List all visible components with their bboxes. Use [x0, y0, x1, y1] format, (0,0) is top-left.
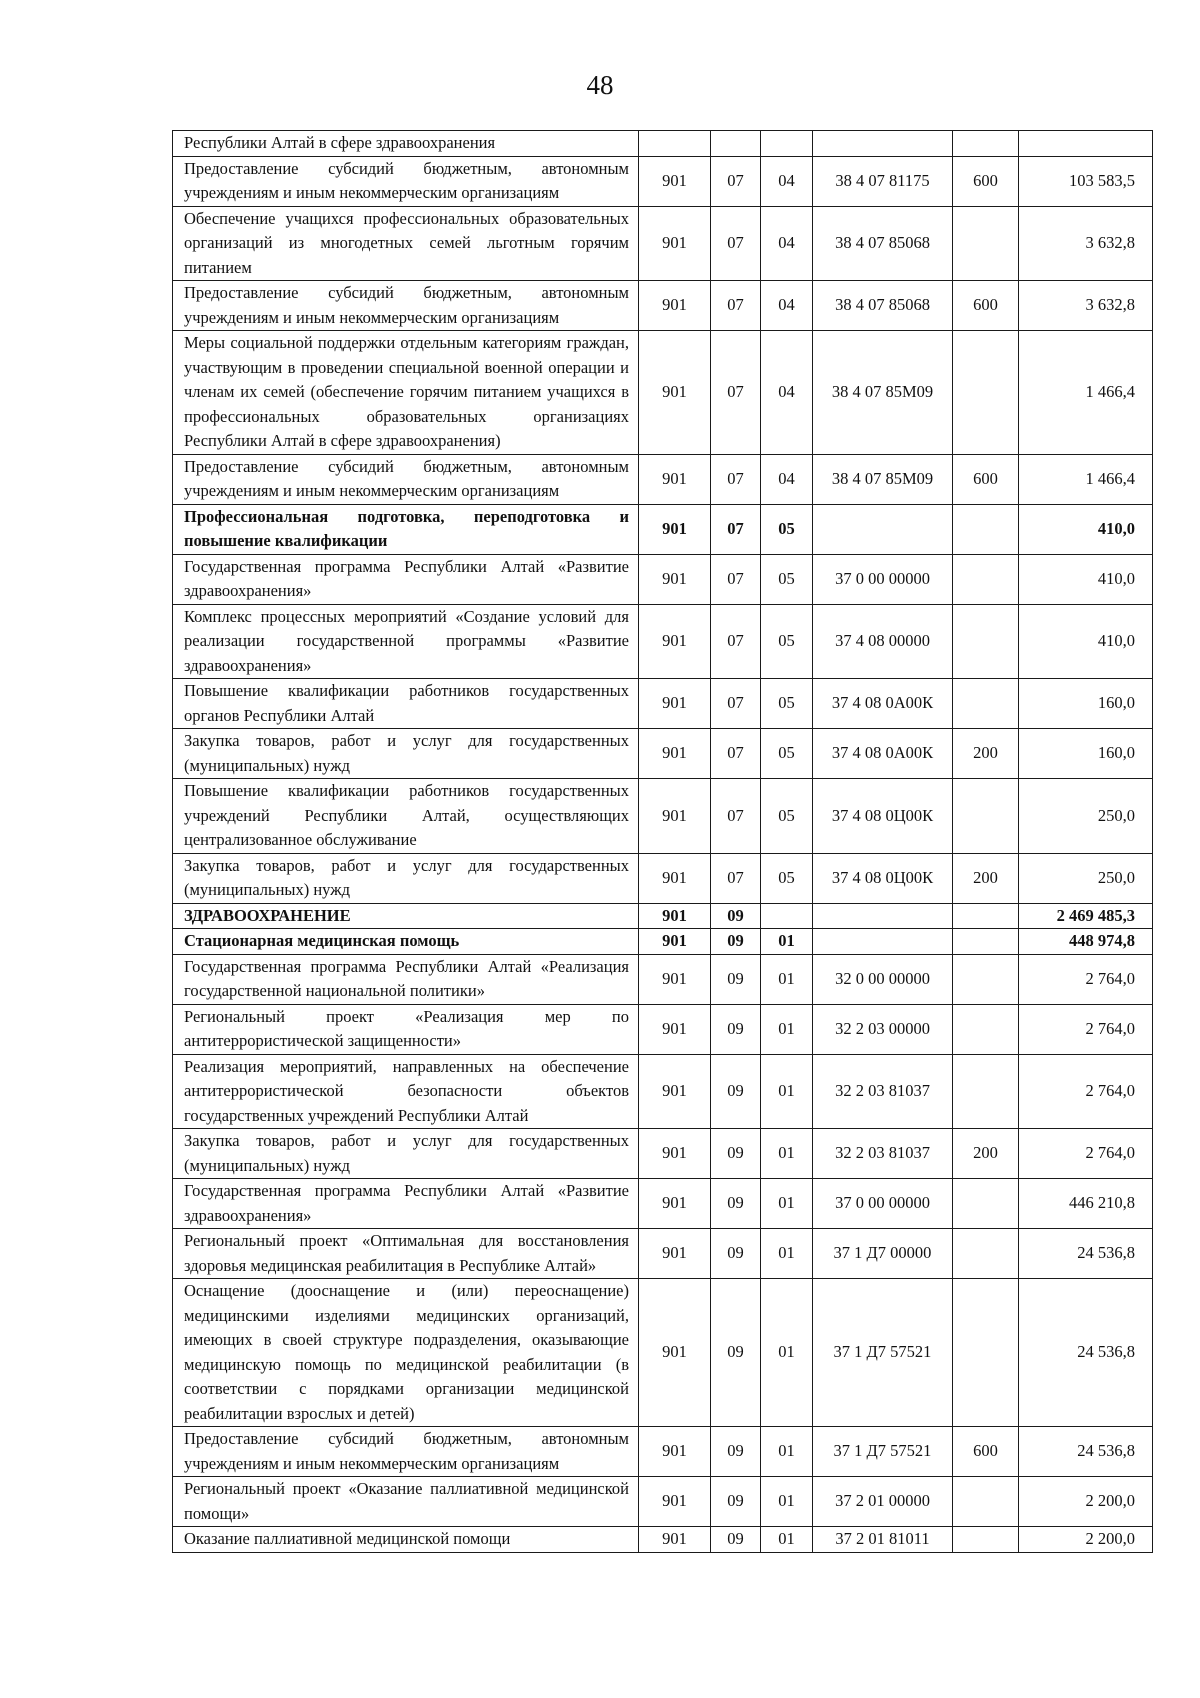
amount-cell: 2 200,0 — [1019, 1527, 1153, 1553]
target-article-cell: 37 4 08 0А00К — [813, 679, 953, 729]
ministry-code-cell: 901 — [639, 504, 711, 554]
table-row — [173, 1129, 1153, 1179]
row-name-cell: Предоставление субсидий бюджетным, автономным учреждениям и иным некоммерческим организациям — [173, 156, 639, 206]
table-row — [173, 903, 1153, 929]
expense-type-cell — [953, 1179, 1019, 1229]
amount-cell: 2 764,0 — [1019, 1054, 1153, 1129]
ministry-code-cell: 901 — [639, 853, 711, 903]
ministry-code-cell: 901 — [639, 554, 711, 604]
row-name-cell: Государственная программа Республики Алтай «Реализация государственной национальной политики» — [173, 954, 639, 1004]
section-code-cell: 09 — [711, 1179, 761, 1229]
amount-cell: 2 764,0 — [1019, 1004, 1153, 1054]
subsection-code-cell: 04 — [761, 156, 813, 206]
section-code-cell: 09 — [711, 1427, 761, 1477]
amount-cell: 446 210,8 — [1019, 1179, 1153, 1229]
expense-type-cell — [953, 131, 1019, 157]
expense-type-cell — [953, 929, 1019, 955]
row-name-cell: Комплекс процессных мероприятий «Создание условий для реализации государственной программы «Развитие здравоохранения» — [173, 604, 639, 679]
target-article-cell: 37 1 Д7 57521 — [813, 1279, 953, 1427]
expense-type-cell — [953, 1054, 1019, 1129]
target-article-cell: 37 1 Д7 00000 — [813, 1229, 953, 1279]
subsection-code-cell: 04 — [761, 454, 813, 504]
amount-cell: 250,0 — [1019, 853, 1153, 903]
row-name-cell: Государственная программа Республики Алтай «Развитие здравоохранения» — [173, 554, 639, 604]
amount-cell: 250,0 — [1019, 779, 1153, 854]
expense-type-cell: 600 — [953, 1427, 1019, 1477]
ministry-code-cell: 901 — [639, 1427, 711, 1477]
section-code-cell: 09 — [711, 1279, 761, 1427]
ministry-code-cell: 901 — [639, 679, 711, 729]
table-row — [173, 779, 1153, 854]
table-row — [173, 1527, 1153, 1553]
row-name-cell: Предоставление субсидий бюджетным, автономным учреждениям и иным некоммерческим организациям — [173, 281, 639, 331]
subsection-code-cell: 05 — [761, 504, 813, 554]
table-row — [173, 1427, 1153, 1477]
ministry-code-cell: 901 — [639, 604, 711, 679]
section-code-cell: 09 — [711, 1004, 761, 1054]
target-article-cell — [813, 131, 953, 157]
target-article-cell: 37 0 00 00000 — [813, 1179, 953, 1229]
row-name-cell: Закупка товаров, работ и услуг для государственных (муниципальных) нужд — [173, 853, 639, 903]
amount-cell: 24 536,8 — [1019, 1279, 1153, 1427]
table-row — [173, 729, 1153, 779]
row-name-cell: Региональный проект «Оптимальная для восстановления здоровья медицинская реабилитация в Республике Алтай» — [173, 1229, 639, 1279]
section-code-cell — [711, 131, 761, 157]
target-article-cell: 37 2 01 81011 — [813, 1527, 953, 1553]
ministry-code-cell: 901 — [639, 281, 711, 331]
section-code-cell: 07 — [711, 729, 761, 779]
row-name-cell: Оснащение (дооснащение и (или) переоснащение) медицинскими изделиями медицинских организаций, имеющих в своей структуре подразделения, оказывающие медицинскую помощь по медицинской реабилитации (в соответствии с порядками организации медицинской реабилитации взрослых и детей) — [173, 1279, 639, 1427]
row-name-cell: Закупка товаров, работ и услуг для государственных (муниципальных) нужд — [173, 729, 639, 779]
ministry-code-cell: 901 — [639, 454, 711, 504]
target-article-cell: 37 0 00 00000 — [813, 554, 953, 604]
expense-type-cell — [953, 1004, 1019, 1054]
row-name-cell: Стационарная медицинская помощь — [173, 929, 639, 955]
budget-table — [172, 130, 1153, 1553]
target-article-cell: 38 4 07 85068 — [813, 206, 953, 281]
table-row — [173, 156, 1153, 206]
table-row — [173, 1477, 1153, 1527]
ministry-code-cell — [639, 131, 711, 157]
amount-cell: 2 469 485,3 — [1019, 903, 1153, 929]
table-row — [173, 206, 1153, 281]
row-name-cell: Повышение квалификации работников государственных органов Республики Алтай — [173, 679, 639, 729]
section-code-cell: 07 — [711, 504, 761, 554]
table-row — [173, 954, 1153, 1004]
target-article-cell: 38 4 07 85М09 — [813, 331, 953, 455]
page-number: 48 — [586, 70, 614, 100]
table-row — [173, 1004, 1153, 1054]
amount-cell: 1 466,4 — [1019, 331, 1153, 455]
table-row — [173, 454, 1153, 504]
subsection-code-cell: 01 — [761, 954, 813, 1004]
amount-cell: 2 200,0 — [1019, 1477, 1153, 1527]
section-code-cell: 09 — [711, 1527, 761, 1553]
subsection-code-cell: 01 — [761, 1229, 813, 1279]
subsection-code-cell: 05 — [761, 779, 813, 854]
expense-type-cell: 200 — [953, 853, 1019, 903]
ministry-code-cell: 901 — [639, 1054, 711, 1129]
expense-type-cell — [953, 1279, 1019, 1427]
row-name-cell: Региональный проект «Реализация мер по антитеррористической защищенности» — [173, 1004, 639, 1054]
ministry-code-cell: 901 — [639, 779, 711, 854]
ministry-code-cell: 901 — [639, 206, 711, 281]
row-name-cell: Государственная программа Республики Алтай «Развитие здравоохранения» — [173, 1179, 639, 1229]
expense-type-cell: 200 — [953, 1129, 1019, 1179]
expense-type-cell — [953, 1229, 1019, 1279]
amount-cell: 24 536,8 — [1019, 1229, 1153, 1279]
expense-type-cell — [953, 331, 1019, 455]
table-row — [173, 331, 1153, 455]
row-name-cell: Предоставление субсидий бюджетным, автономным учреждениям и иным некоммерческим организациям — [173, 1427, 639, 1477]
table-row — [173, 1229, 1153, 1279]
amount-cell: 1 466,4 — [1019, 454, 1153, 504]
section-code-cell: 07 — [711, 206, 761, 281]
target-article-cell: 37 1 Д7 57521 — [813, 1427, 953, 1477]
expense-type-cell — [953, 954, 1019, 1004]
table-row — [173, 554, 1153, 604]
subsection-code-cell: 01 — [761, 1477, 813, 1527]
subsection-code-cell: 05 — [761, 729, 813, 779]
table-row — [173, 1054, 1153, 1129]
subsection-code-cell: 01 — [761, 1004, 813, 1054]
subsection-code-cell: 01 — [761, 1427, 813, 1477]
ministry-code-cell: 901 — [639, 1477, 711, 1527]
amount-cell: 103 583,5 — [1019, 156, 1153, 206]
subsection-code-cell: 04 — [761, 331, 813, 455]
subsection-code-cell: 05 — [761, 554, 813, 604]
ministry-code-cell: 901 — [639, 954, 711, 1004]
section-code-cell: 07 — [711, 604, 761, 679]
target-article-cell: 37 4 08 0Ц00К — [813, 853, 953, 903]
section-code-cell: 07 — [711, 331, 761, 455]
table-row — [173, 604, 1153, 679]
section-code-cell: 07 — [711, 281, 761, 331]
table-row — [173, 131, 1153, 157]
row-name-cell: Обеспечение учащихся профессиональных образовательных организаций из многодетных семей льготным горячим питанием — [173, 206, 639, 281]
target-article-cell: 32 2 03 81037 — [813, 1129, 953, 1179]
section-code-cell: 09 — [711, 903, 761, 929]
amount-cell: 160,0 — [1019, 679, 1153, 729]
subsection-code-cell — [761, 903, 813, 929]
subsection-code-cell: 01 — [761, 1279, 813, 1427]
section-code-cell: 09 — [711, 1477, 761, 1527]
section-code-cell: 07 — [711, 156, 761, 206]
target-article-cell: 38 4 07 85068 — [813, 281, 953, 331]
row-name-cell: Меры социальной поддержки отдельным категориям граждан, участвующим в проведении специальной военной операции и членам их семей (обеспечение горячим питанием учащихся в профессиональных образовательных организациях Республики Алтай в сфере здравоохранения) — [173, 331, 639, 455]
table-row — [173, 679, 1153, 729]
ministry-code-cell: 901 — [639, 929, 711, 955]
table-row — [173, 929, 1153, 955]
row-name-cell: Региональный проект «Оказание паллиативной медицинской помощи» — [173, 1477, 639, 1527]
amount-cell: 3 632,8 — [1019, 206, 1153, 281]
section-code-cell: 07 — [711, 554, 761, 604]
expense-type-cell: 600 — [953, 454, 1019, 504]
subsection-code-cell: 05 — [761, 604, 813, 679]
target-article-cell: 37 2 01 00000 — [813, 1477, 953, 1527]
expense-type-cell — [953, 206, 1019, 281]
ministry-code-cell: 901 — [639, 331, 711, 455]
expense-type-cell — [953, 554, 1019, 604]
expense-type-cell — [953, 679, 1019, 729]
target-article-cell — [813, 504, 953, 554]
section-code-cell: 07 — [711, 454, 761, 504]
target-article-cell: 32 0 00 00000 — [813, 954, 953, 1004]
amount-cell: 410,0 — [1019, 604, 1153, 679]
target-article-cell: 38 4 07 85М09 — [813, 454, 953, 504]
row-name-cell: Профессиональная подготовка, переподготовка и повышение квалификации — [173, 504, 639, 554]
row-name-cell: Повышение квалификации работников государственных учреждений Республики Алтай, осуществляющих централизованное обслуживание — [173, 779, 639, 854]
expense-type-cell — [953, 779, 1019, 854]
expense-type-cell — [953, 903, 1019, 929]
section-code-cell: 07 — [711, 779, 761, 854]
target-article-cell: 37 4 08 0А00К — [813, 729, 953, 779]
table-row — [173, 853, 1153, 903]
amount-cell: 3 632,8 — [1019, 281, 1153, 331]
ministry-code-cell: 901 — [639, 1279, 711, 1427]
ministry-code-cell: 901 — [639, 903, 711, 929]
ministry-code-cell: 901 — [639, 156, 711, 206]
amount-cell: 410,0 — [1019, 504, 1153, 554]
row-name-cell: ЗДРАВООХРАНЕНИЕ — [173, 903, 639, 929]
table-row — [173, 504, 1153, 554]
expense-type-cell: 200 — [953, 729, 1019, 779]
ministry-code-cell: 901 — [639, 729, 711, 779]
subsection-code-cell: 01 — [761, 1054, 813, 1129]
expense-type-cell — [953, 504, 1019, 554]
table-row — [173, 1279, 1153, 1427]
section-code-cell: 09 — [711, 929, 761, 955]
amount-cell: 448 974,8 — [1019, 929, 1153, 955]
amount-cell: 24 536,8 — [1019, 1427, 1153, 1477]
target-article-cell: 32 2 03 00000 — [813, 1004, 953, 1054]
ministry-code-cell: 901 — [639, 1004, 711, 1054]
budget-table-body — [173, 131, 1153, 1553]
subsection-code-cell: 04 — [761, 281, 813, 331]
amount-cell: 2 764,0 — [1019, 1129, 1153, 1179]
subsection-code-cell: 01 — [761, 929, 813, 955]
subsection-code-cell: 05 — [761, 679, 813, 729]
ministry-code-cell: 901 — [639, 1129, 711, 1179]
expense-type-cell — [953, 1527, 1019, 1553]
section-code-cell: 09 — [711, 1054, 761, 1129]
target-article-cell: 37 4 08 00000 — [813, 604, 953, 679]
table-row — [173, 1179, 1153, 1229]
section-code-cell: 07 — [711, 853, 761, 903]
subsection-code-cell: 01 — [761, 1129, 813, 1179]
expense-type-cell — [953, 1477, 1019, 1527]
section-code-cell: 09 — [711, 1229, 761, 1279]
ministry-code-cell: 901 — [639, 1527, 711, 1553]
amount-cell: 410,0 — [1019, 554, 1153, 604]
subsection-code-cell — [761, 131, 813, 157]
amount-cell: 160,0 — [1019, 729, 1153, 779]
subsection-code-cell: 04 — [761, 206, 813, 281]
amount-cell — [1019, 131, 1153, 157]
section-code-cell: 09 — [711, 954, 761, 1004]
subsection-code-cell: 01 — [761, 1179, 813, 1229]
target-article-cell: 32 2 03 81037 — [813, 1054, 953, 1129]
target-article-cell — [813, 929, 953, 955]
target-article-cell: 37 4 08 0Ц00К — [813, 779, 953, 854]
target-article-cell: 38 4 07 81175 — [813, 156, 953, 206]
ministry-code-cell: 901 — [639, 1179, 711, 1229]
subsection-code-cell: 05 — [761, 853, 813, 903]
amount-cell: 2 764,0 — [1019, 954, 1153, 1004]
table-row — [173, 281, 1153, 331]
expense-type-cell — [953, 604, 1019, 679]
section-code-cell: 09 — [711, 1129, 761, 1179]
ministry-code-cell: 901 — [639, 1229, 711, 1279]
target-article-cell — [813, 903, 953, 929]
section-code-cell: 07 — [711, 679, 761, 729]
expense-type-cell: 600 — [953, 281, 1019, 331]
subsection-code-cell: 01 — [761, 1527, 813, 1553]
row-name-cell: Оказание паллиативной медицинской помощи — [173, 1527, 639, 1553]
expense-type-cell: 600 — [953, 156, 1019, 206]
row-name-cell: Реализация мероприятий, направленных на обеспечение антитеррористической безопасности объектов государственных учреждений Республики Алтай — [173, 1054, 639, 1129]
row-name-cell: Закупка товаров, работ и услуг для государственных (муниципальных) нужд — [173, 1129, 639, 1179]
row-name-cell: Предоставление субсидий бюджетным, автономным учреждениям и иным некоммерческим организациям — [173, 454, 639, 504]
row-name-cell: Республики Алтай в сфере здравоохранения — [173, 131, 639, 157]
